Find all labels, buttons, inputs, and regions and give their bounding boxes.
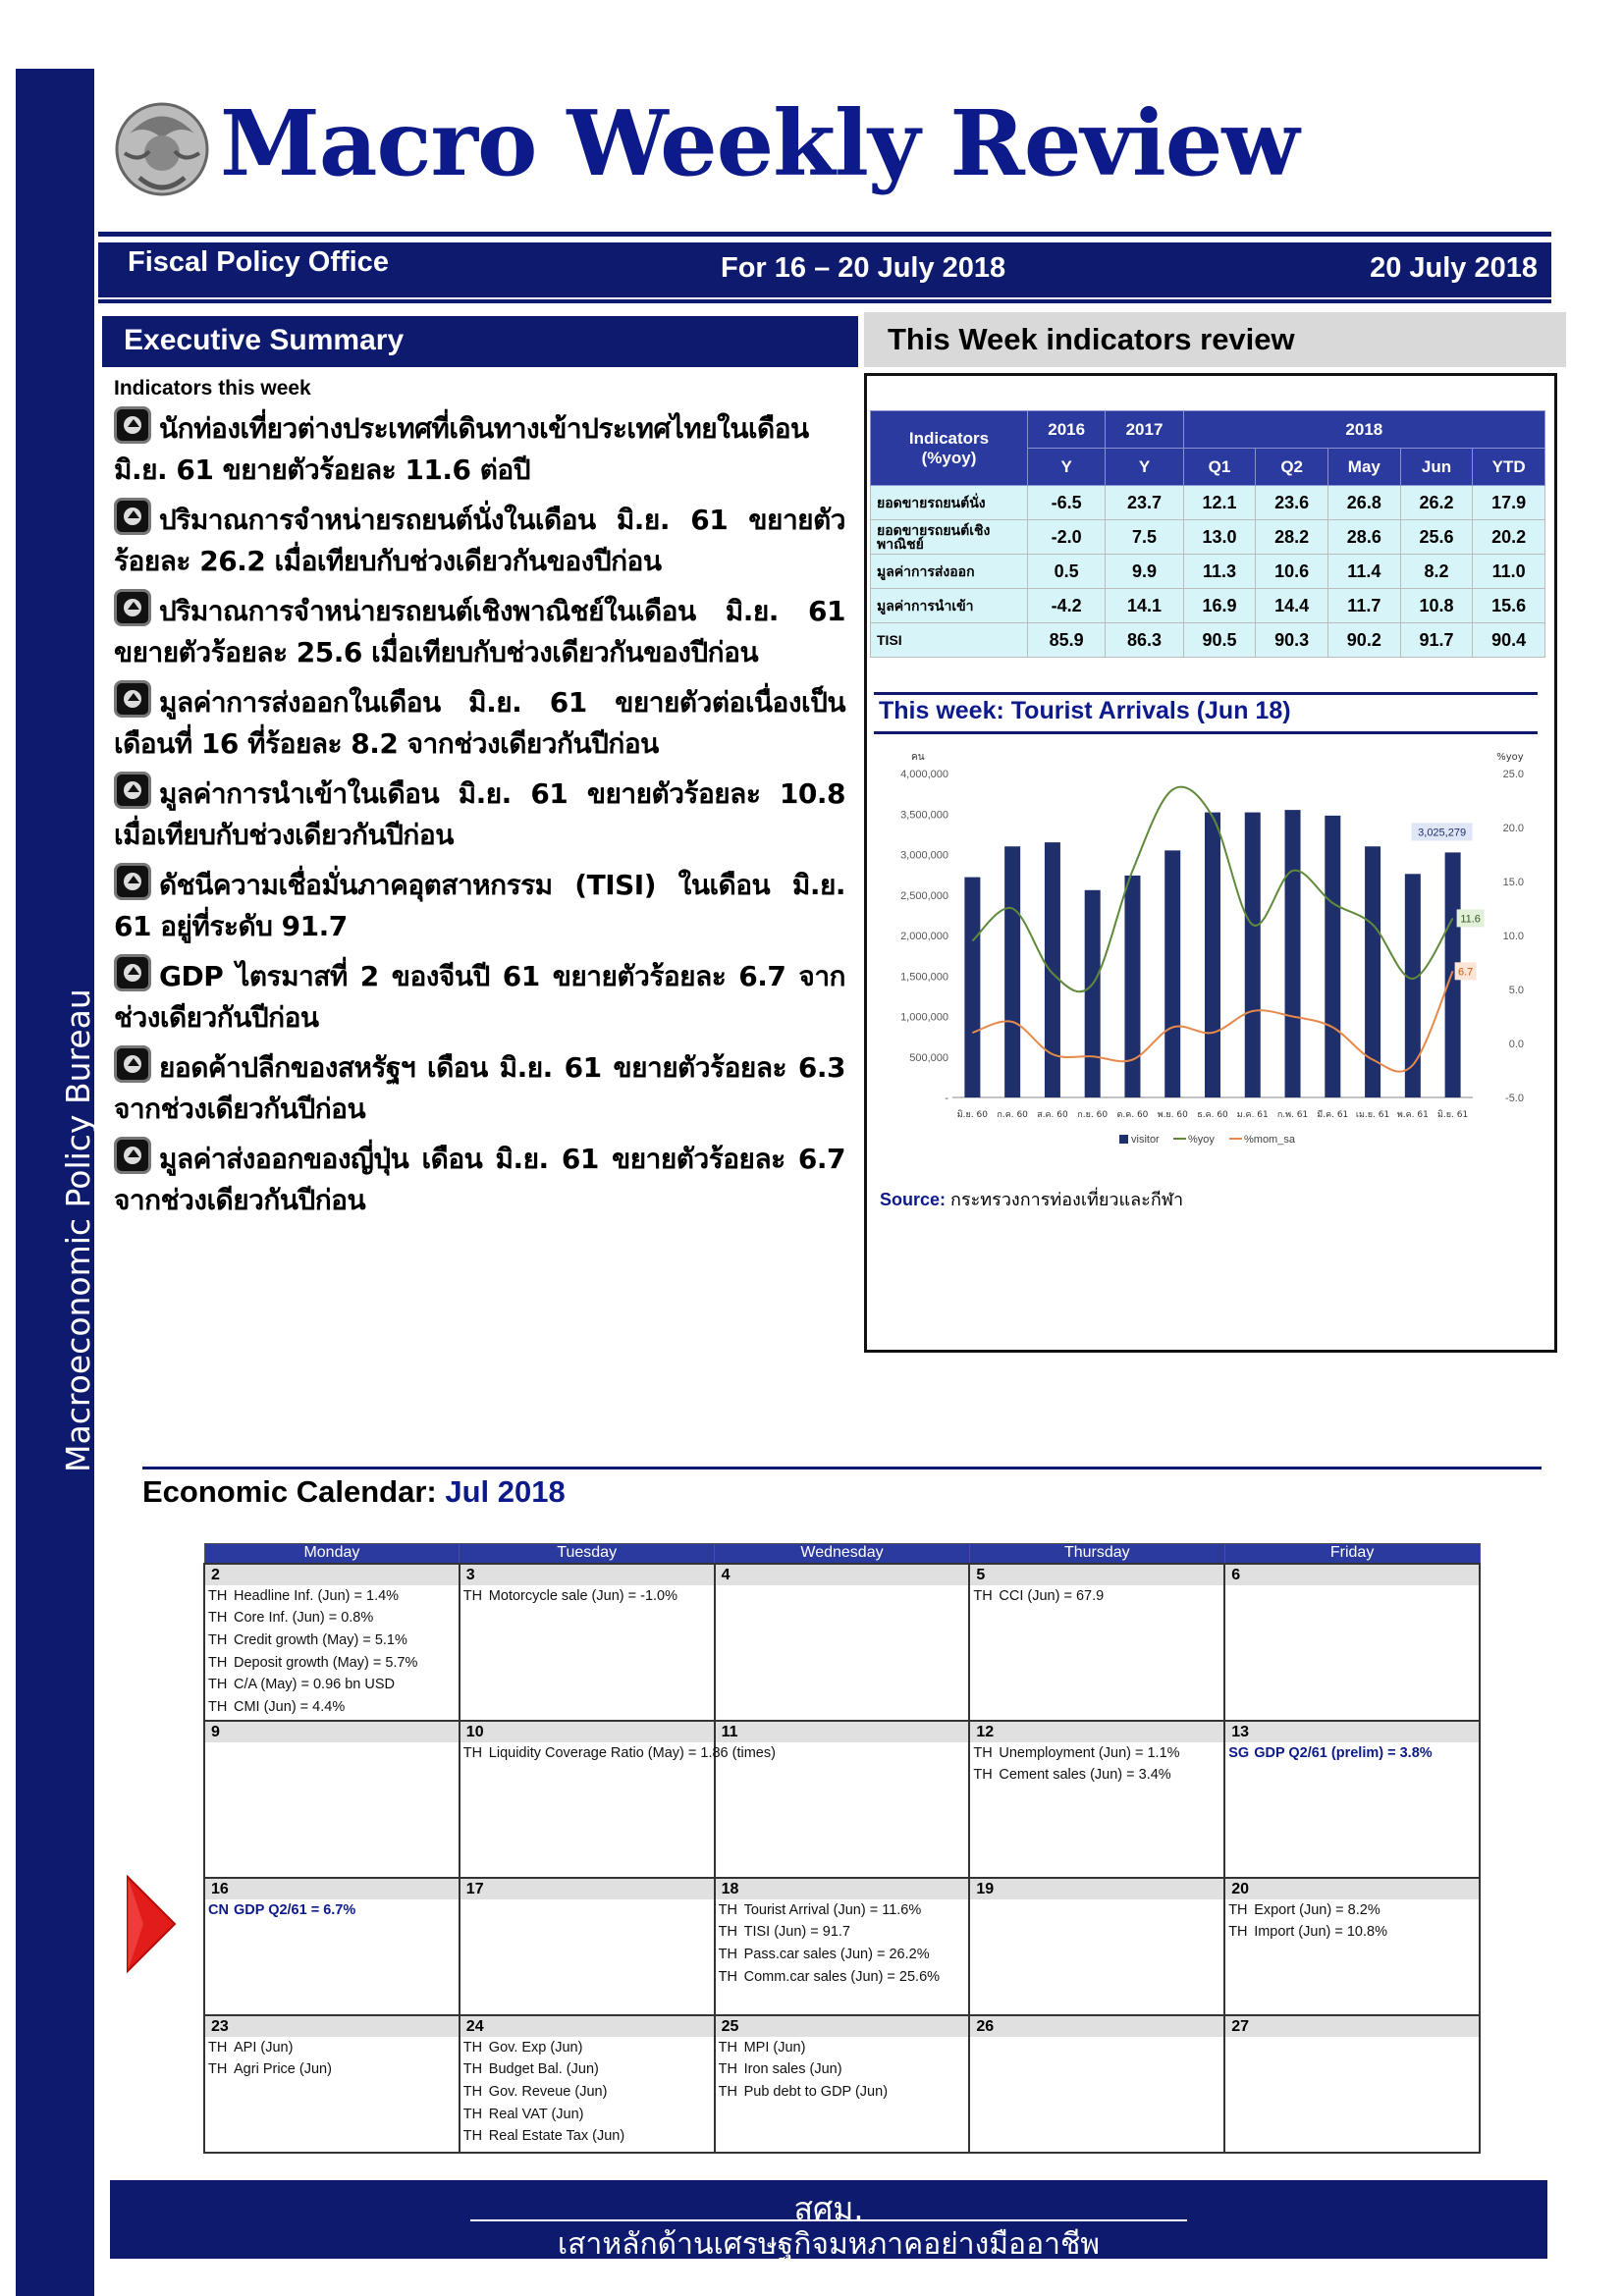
source-text: กระทรวงการท่องเที่ยวและกีฬา xyxy=(950,1190,1184,1209)
event-text: GDP Q2/61 = 6.7% xyxy=(234,1901,356,1918)
y-tick-right: 20.0 xyxy=(1502,823,1524,834)
cell-value: -2.0 xyxy=(1028,520,1106,555)
day-number: 16 xyxy=(205,1879,459,1899)
indicator-item: มูลค่าการส่งออกในเดือน มิ.ย. 61 ขยายตัวต่อเนื่องเป็นเดือนที่ 16 ที่ร้อยละ 8.2 จากช่วงเดียวกันปีก่อน xyxy=(114,680,845,765)
bar-visitor xyxy=(1285,810,1301,1097)
bar-visitor xyxy=(1124,876,1140,1097)
day-number: 23 xyxy=(205,2016,459,2037)
country-code: TH xyxy=(208,2061,228,2078)
report-period: For 16 – 20 July 2018 xyxy=(721,252,1006,284)
calendar-day xyxy=(1224,1878,1480,2015)
calendar-week xyxy=(204,1564,1480,1721)
calendar-day xyxy=(1224,1721,1480,1878)
cell-value: 11.3 xyxy=(1183,555,1256,589)
calendar-event xyxy=(205,1629,459,1652)
y-tick-left: 1,500,000 xyxy=(900,971,948,984)
bar-visitor xyxy=(1164,850,1180,1097)
country-code: TH xyxy=(1228,1901,1248,1918)
event-text: Tourist Arrival (Jun) = 11.6% xyxy=(743,1901,922,1918)
year-2016: 2016 xyxy=(1028,411,1106,449)
current-week-arrow-icon xyxy=(124,1873,179,1975)
y-tick-left: 3,000,000 xyxy=(900,849,948,862)
country-code: TH xyxy=(718,1968,737,1985)
col-header: YTD xyxy=(1473,449,1545,486)
event-text: Export (Jun) = 8.2% xyxy=(1254,1901,1380,1918)
row-label: มูลค่าการนำเข้า xyxy=(871,589,1028,623)
event-text: Core Inf. (Jun) = 0.8% xyxy=(234,1610,374,1627)
page-title: Macro Weekly Review xyxy=(220,90,1299,196)
calendar-day xyxy=(460,1878,715,2015)
calendar-event xyxy=(205,1652,459,1675)
office-name: Fiscal Policy Office xyxy=(128,246,389,278)
cell-value: 28.6 xyxy=(1328,520,1401,555)
chart-rule-bottom xyxy=(874,731,1538,734)
cell-value: 9.9 xyxy=(1106,555,1183,589)
event-text: Gov. Exp (Jun) xyxy=(488,2039,583,2056)
arrow-up-icon xyxy=(114,863,151,900)
event-text: GDP Q2/61 (prelim) = 3.8% xyxy=(1254,1744,1433,1761)
col-header: Q2 xyxy=(1256,449,1328,486)
cell-value: 20.2 xyxy=(1473,520,1545,555)
indicator-item: ยอดค้าปลีกของสหรัฐฯ เดือน มิ.ย. 61 ขยายตัวร้อยละ 6.3 จากช่วงเดียวกันปีก่อน xyxy=(114,1045,845,1130)
year-2018: 2018 xyxy=(1183,411,1544,449)
col-header: Y xyxy=(1106,449,1183,486)
source-label: Source: xyxy=(880,1190,947,1209)
data-label-mom: 6.7 xyxy=(1457,966,1474,979)
calendar-event xyxy=(716,1966,969,1989)
country-code: TH xyxy=(208,1677,228,1693)
calendar-day xyxy=(460,2015,715,2153)
event-text: Unemployment (Jun) = 1.1% xyxy=(999,1744,1180,1761)
country-code: TH xyxy=(462,2128,483,2145)
header-band xyxy=(98,242,1551,297)
calendar-day xyxy=(969,1721,1224,1878)
col-header: Q1 xyxy=(1183,449,1256,486)
x-tick-label: ก.ย. 60 xyxy=(1077,1110,1109,1120)
country-code: TH xyxy=(208,2039,228,2056)
calendar-week xyxy=(204,1878,1480,2015)
y-tick-left: 4,000,000 xyxy=(900,769,948,780)
country-code: TH xyxy=(973,1587,993,1604)
cell-value: 28.2 xyxy=(1256,520,1328,555)
y-tick-right: 5.0 xyxy=(1508,985,1524,996)
bar-visitor xyxy=(1205,813,1220,1097)
arrow-up-icon xyxy=(114,589,151,626)
bar-visitor xyxy=(1045,842,1060,1097)
x-tick-label: พ.ย. 60 xyxy=(1157,1110,1188,1120)
day-number: 25 xyxy=(716,2016,969,2037)
year-2017: 2017 xyxy=(1106,411,1183,449)
x-tick-label: มิ.ย. 61 xyxy=(1436,1110,1469,1120)
indicators-table xyxy=(870,410,1545,658)
x-tick-label: มิ.ย. 60 xyxy=(956,1110,989,1120)
y-tick-left: 500,000 xyxy=(909,1051,948,1064)
country-code: TH xyxy=(718,2039,737,2056)
country-code: TH xyxy=(718,1924,737,1941)
day-number: 24 xyxy=(460,2016,714,2037)
y-tick-left: 1,000,000 xyxy=(900,1011,948,1024)
day-number: 3 xyxy=(460,1565,714,1585)
calendar-event xyxy=(1225,1899,1479,1922)
indicator-item: มูลค่าส่งออกของญี่ปุ่น เดือน มิ.ย. 61 ขยายตัวร้อยละ 6.7 จากช่วงเดียวกันปีก่อน xyxy=(114,1137,845,1221)
y-tick-right: 25.0 xyxy=(1502,769,1524,780)
row-label: ยอดขายรถยนต์เชิงพาณิชย์ xyxy=(871,520,1028,555)
calendar-event xyxy=(460,2058,714,2081)
arrow-up-icon xyxy=(114,406,151,444)
x-tick-label: ม.ค. 61 xyxy=(1236,1110,1269,1120)
calendar-event xyxy=(716,2058,969,2081)
country-code: TH xyxy=(208,1654,228,1671)
col-header: Y xyxy=(1028,449,1106,486)
cell-value: 14.1 xyxy=(1106,589,1183,623)
cell-value: 85.9 xyxy=(1028,623,1106,658)
country-code: TH xyxy=(718,2061,737,2078)
country-code: TH xyxy=(1228,1924,1248,1941)
calendar-day xyxy=(204,1564,460,1721)
calendar-event xyxy=(716,1944,969,1966)
day-header: Friday xyxy=(1224,1544,1480,1564)
calendar-day xyxy=(969,1878,1224,2015)
day-number: 6 xyxy=(1225,1565,1479,1585)
cell-value: 23.6 xyxy=(1256,486,1328,520)
country-code: CN xyxy=(208,1901,229,1918)
header-rule xyxy=(98,232,1551,237)
calendar-day xyxy=(715,2015,970,2153)
indicator-item: มูลค่าการนำเข้าในเดือน มิ.ย. 61 ขยายตัวร้อยละ 10.8 เมื่อเทียบกับช่วงเดียวกันปีก่อน xyxy=(114,772,845,856)
cell-value: 17.9 xyxy=(1473,486,1545,520)
col-header: Jun xyxy=(1400,449,1473,486)
garuda-logo-icon xyxy=(110,94,214,202)
table-row xyxy=(871,520,1545,555)
calendar-event xyxy=(970,1742,1223,1765)
bar-visitor xyxy=(1245,813,1261,1097)
col-header: May xyxy=(1328,449,1401,486)
footer-band xyxy=(110,2180,1547,2262)
y-tick-left: 2,000,000 xyxy=(900,931,948,942)
y-tick-left: 2,500,000 xyxy=(900,889,948,902)
event-text: Budget Bal. (Jun) xyxy=(488,2061,599,2078)
calendar-day xyxy=(969,1564,1224,1721)
calendar-event xyxy=(970,1585,1223,1608)
day-number: 27 xyxy=(1225,2016,1479,2037)
indicator-item: ปริมาณการจำหน่ายรถยนต์เชิงพาณิชย์ในเดือน มิ.ย. 61 ขยายตัวร้อยละ 25.6 เมื่อเทียบกับช่วงเดียวกันของปีก่อน xyxy=(114,589,845,673)
table-row xyxy=(871,486,1545,520)
calendar-event xyxy=(205,1585,459,1608)
calendar-day xyxy=(715,1564,970,1721)
day-number: 26 xyxy=(970,2016,1223,2037)
x-tick-label: ธ.ค. 60 xyxy=(1197,1110,1228,1120)
x-tick-label: ก.ค. 60 xyxy=(997,1110,1028,1120)
day-number: 20 xyxy=(1225,1879,1479,1899)
data-label-visitor: 3,025,279 xyxy=(1418,827,1467,839)
x-tick-label: ก.พ. 61 xyxy=(1276,1110,1309,1120)
y-tick-left: - xyxy=(945,1093,948,1104)
cell-value: -6.5 xyxy=(1028,486,1106,520)
country-code: TH xyxy=(718,2083,737,2100)
calendar-event xyxy=(716,1899,969,1922)
left-axis-unit: คน xyxy=(911,752,925,763)
calendar-title: Economic Calendar: Jul 2018 xyxy=(142,1474,566,1509)
country-code: TH xyxy=(973,1767,993,1784)
cell-value: 13.0 xyxy=(1183,520,1256,555)
header-rule-bottom xyxy=(98,299,1551,303)
indicator-item: ปริมาณการจำหน่ายรถยนต์นั่งในเดือน มิ.ย. 61 ขยายตัวร้อยละ 26.2 เมื่อเทียบกับช่วงเดียวกันของปีก่อน xyxy=(114,498,845,582)
cell-value: 91.7 xyxy=(1400,623,1473,658)
row-label: TISI xyxy=(871,623,1028,658)
data-label-yoy: 11.6 xyxy=(1460,913,1481,926)
cell-value: 90.4 xyxy=(1473,623,1545,658)
table-row xyxy=(871,555,1545,589)
report-date: 20 July 2018 xyxy=(1370,252,1538,284)
calendar-day xyxy=(969,2015,1224,2153)
legend-mom-sa: %mom_sa xyxy=(1244,1134,1295,1146)
country-code: TH xyxy=(462,1587,483,1604)
chart-title: This week: Tourist Arrivals (Jun 18) xyxy=(879,697,1291,724)
cell-value: 11.0 xyxy=(1473,555,1545,589)
calendar-event xyxy=(205,1674,459,1696)
event-text: Pub debt to GDP (Jun) xyxy=(743,2083,889,2100)
y-tick-right: 15.0 xyxy=(1502,877,1524,888)
day-header: Wednesday xyxy=(715,1544,970,1564)
event-text: TISI (Jun) = 91.7 xyxy=(743,1924,850,1941)
y-tick-right: -5.0 xyxy=(1505,1093,1524,1104)
country-code: TH xyxy=(718,1946,737,1962)
country-code: TH xyxy=(462,2083,483,2100)
right-axis-unit: %yoy xyxy=(1496,752,1524,763)
cell-value: 14.4 xyxy=(1256,589,1328,623)
bar-visitor xyxy=(1325,816,1340,1097)
calendar-event xyxy=(460,2037,714,2059)
event-text: CCI (Jun) = 67.9 xyxy=(999,1587,1105,1604)
day-number: 11 xyxy=(716,1722,969,1742)
calendar-day xyxy=(460,1564,715,1721)
day-number: 5 xyxy=(970,1565,1223,1585)
calendar-day xyxy=(204,2015,460,2153)
country-code: TH xyxy=(973,1744,993,1761)
arrow-up-icon xyxy=(114,1137,151,1174)
event-text: Credit growth (May) = 5.1% xyxy=(234,1631,407,1648)
country-code: TH xyxy=(462,2039,483,2056)
cell-value: 26.8 xyxy=(1328,486,1401,520)
tourist-arrivals-chart xyxy=(874,742,1551,1154)
calendar-event xyxy=(205,1696,459,1719)
event-text: Deposit growth (May) = 5.7% xyxy=(234,1654,418,1671)
calendar-event xyxy=(716,2037,969,2059)
country-code: TH xyxy=(718,1901,737,1918)
bar-visitor xyxy=(1085,890,1101,1097)
day-number: 12 xyxy=(970,1722,1223,1742)
day-number: 2 xyxy=(205,1565,459,1585)
calendar-event xyxy=(1225,1921,1479,1944)
calendar-event xyxy=(205,2037,459,2059)
event-text: Pass.car sales (Jun) = 26.2% xyxy=(743,1946,930,1962)
calendar-event xyxy=(205,2058,459,2081)
indicators-subheading: Indicators this week xyxy=(114,377,311,400)
x-tick-label: เม.ย. 61 xyxy=(1355,1110,1390,1120)
cell-value: -4.2 xyxy=(1028,589,1106,623)
day-number: 13 xyxy=(1225,1722,1479,1742)
legend-swatch-visitor xyxy=(1119,1135,1128,1144)
country-code: TH xyxy=(208,1631,228,1648)
cell-value: 15.6 xyxy=(1473,589,1545,623)
calendar-month: Jul 2018 xyxy=(445,1474,566,1509)
event-text: Iron sales (Jun) xyxy=(743,2061,842,2078)
calendar-event xyxy=(460,2104,714,2126)
event-text: API (Jun) xyxy=(234,2039,294,2056)
legend-visitor: visitor xyxy=(1131,1134,1160,1146)
arrow-up-icon xyxy=(114,498,151,535)
indicator-item: GDP ไตรมาสที่ 2 ของจีนปี 61 ขยายตัวร้อยละ 6.7 จากช่วงเดียวกันปีก่อน xyxy=(114,954,845,1039)
calendar-day xyxy=(715,1721,970,1878)
calendar-day xyxy=(1224,1564,1480,1721)
arrow-up-icon xyxy=(114,1045,151,1083)
cell-value: 10.6 xyxy=(1256,555,1328,589)
calendar-day xyxy=(715,1878,970,2015)
event-text: Cement sales (Jun) = 3.4% xyxy=(999,1767,1171,1784)
x-tick-label: มี.ค. 61 xyxy=(1317,1110,1349,1120)
day-number: 17 xyxy=(460,1879,714,1899)
indicator-item: ดัชนีความเชื่อมั่นภาคอุตสาหกรรม (TISI) ในเดือน มิ.ย. 61 อยู่ที่ระดับ 91.7 xyxy=(114,863,845,947)
cell-value: 90.5 xyxy=(1183,623,1256,658)
cell-value: 86.3 xyxy=(1106,623,1183,658)
cell-value: 10.8 xyxy=(1400,589,1473,623)
event-text: Motorcycle sale (Jun) = -1.0% xyxy=(488,1587,677,1604)
cell-value: 90.3 xyxy=(1256,623,1328,658)
day-number: 10 xyxy=(460,1722,714,1742)
economic-calendar xyxy=(203,1543,1481,2154)
cell-value: 0.5 xyxy=(1028,555,1106,589)
day-number: 18 xyxy=(716,1879,969,1899)
cell-value: 23.7 xyxy=(1106,486,1183,520)
indicator-item: นักท่องเที่ยวต่างประเทศที่เดินทางเข้าประเทศไทยในเดือน มิ.ย. 61 ขยายตัวร้อยละ 11.6 ต่อปี xyxy=(114,406,845,491)
calendar-event xyxy=(460,2125,714,2148)
legend-yoy: %yoy xyxy=(1188,1134,1215,1146)
country-code: TH xyxy=(462,1744,483,1761)
cell-value: 12.1 xyxy=(1183,486,1256,520)
y-tick-right: 10.0 xyxy=(1502,931,1524,942)
chart-rule-top xyxy=(874,692,1538,695)
calendar-day xyxy=(204,1721,460,1878)
country-code: SG xyxy=(1228,1744,1250,1761)
calendar-event xyxy=(716,2081,969,2104)
bar-visitor xyxy=(1004,846,1020,1097)
day-header: Thursday xyxy=(969,1544,1224,1564)
calendar-rule xyxy=(142,1467,1542,1469)
calendar-event xyxy=(460,1742,776,1765)
cell-value: 11.4 xyxy=(1328,555,1401,589)
country-code: TH xyxy=(462,2106,483,2122)
executive-summary-heading: Executive Summary xyxy=(102,316,858,367)
calendar-day xyxy=(204,1878,460,2015)
country-code: TH xyxy=(208,1699,228,1716)
day-header: Monday xyxy=(204,1544,460,1564)
calendar-event xyxy=(1225,1742,1479,1765)
cell-value: 90.2 xyxy=(1328,623,1401,658)
calendar-week xyxy=(204,2015,1480,2153)
x-tick-label: พ.ค. 61 xyxy=(1396,1110,1429,1120)
indicators-review-heading: This Week indicators review xyxy=(864,312,1566,367)
row-label: มูลค่าการส่งออก xyxy=(871,555,1028,589)
day-number: 4 xyxy=(716,1565,969,1585)
row-label: ยอดขายรถยนต์นั่ง xyxy=(871,486,1028,520)
arrow-up-icon xyxy=(114,772,151,809)
event-text: Liquidity Coverage Ratio (May) = 1.86 (times) xyxy=(488,1744,776,1761)
calendar-event xyxy=(205,1607,459,1629)
country-code: TH xyxy=(208,1610,228,1627)
y-tick-right: 0.0 xyxy=(1508,1039,1524,1050)
event-text: Real Estate Tax (Jun) xyxy=(488,2128,625,2145)
calendar-event xyxy=(716,1921,969,1944)
event-text: Comm.car sales (Jun) = 25.6% xyxy=(743,1968,941,1985)
event-text: CMI (Jun) = 4.4% xyxy=(234,1699,346,1716)
calendar-day xyxy=(1224,2015,1480,2153)
table-row xyxy=(871,623,1545,658)
cell-value: 26.2 xyxy=(1400,486,1473,520)
calendar-event xyxy=(460,1585,714,1608)
day-number: 19 xyxy=(970,1879,1223,1899)
event-text: Gov. Reveue (Jun) xyxy=(488,2083,608,2100)
event-text: Import (Jun) = 10.8% xyxy=(1254,1924,1387,1941)
event-text: Real VAT (Jun) xyxy=(488,2106,584,2122)
cell-value: 25.6 xyxy=(1400,520,1473,555)
arrow-up-icon xyxy=(114,680,151,718)
chart-source xyxy=(880,1185,1183,1213)
arrow-up-icon xyxy=(114,954,151,991)
x-tick-label: ต.ค. 60 xyxy=(1116,1110,1149,1120)
x-tick-label: ส.ค. 60 xyxy=(1037,1110,1068,1120)
day-number: 9 xyxy=(205,1722,459,1742)
cell-value: 11.7 xyxy=(1328,589,1401,623)
day-header: Tuesday xyxy=(460,1544,715,1564)
sidebar-label: Macroeconomic Policy Bureau xyxy=(59,988,97,1472)
event-text: MPI (Jun) xyxy=(743,2039,806,2056)
country-code: TH xyxy=(208,1587,228,1604)
bar-visitor xyxy=(964,878,980,1097)
indicators-header: Indicators (%yoy) xyxy=(871,411,1028,486)
event-text: Agri Price (Jun) xyxy=(234,2061,332,2078)
indicator-list xyxy=(114,406,845,1228)
cell-value: 7.5 xyxy=(1106,520,1183,555)
event-text: C/A (May) = 0.96 bn USD xyxy=(234,1677,395,1693)
y-tick-left: 3,500,000 xyxy=(900,809,948,822)
cell-value: 16.9 xyxy=(1183,589,1256,623)
calendar-week xyxy=(204,1721,1480,1878)
footer-abbrev: สศม. xyxy=(793,2190,864,2227)
footer-slogan: เสาหลักด้านเศรษฐกิจมหภาคอย่างมืออาชีพ xyxy=(557,2227,1101,2262)
calendar-event xyxy=(970,1764,1223,1787)
cell-value: 8.2 xyxy=(1400,555,1473,589)
calendar-event xyxy=(205,1899,459,1922)
country-code: TH xyxy=(462,2061,483,2078)
event-text: Headline Inf. (Jun) = 1.4% xyxy=(234,1587,400,1604)
calendar-event xyxy=(460,2081,714,2104)
table-row xyxy=(871,589,1545,623)
